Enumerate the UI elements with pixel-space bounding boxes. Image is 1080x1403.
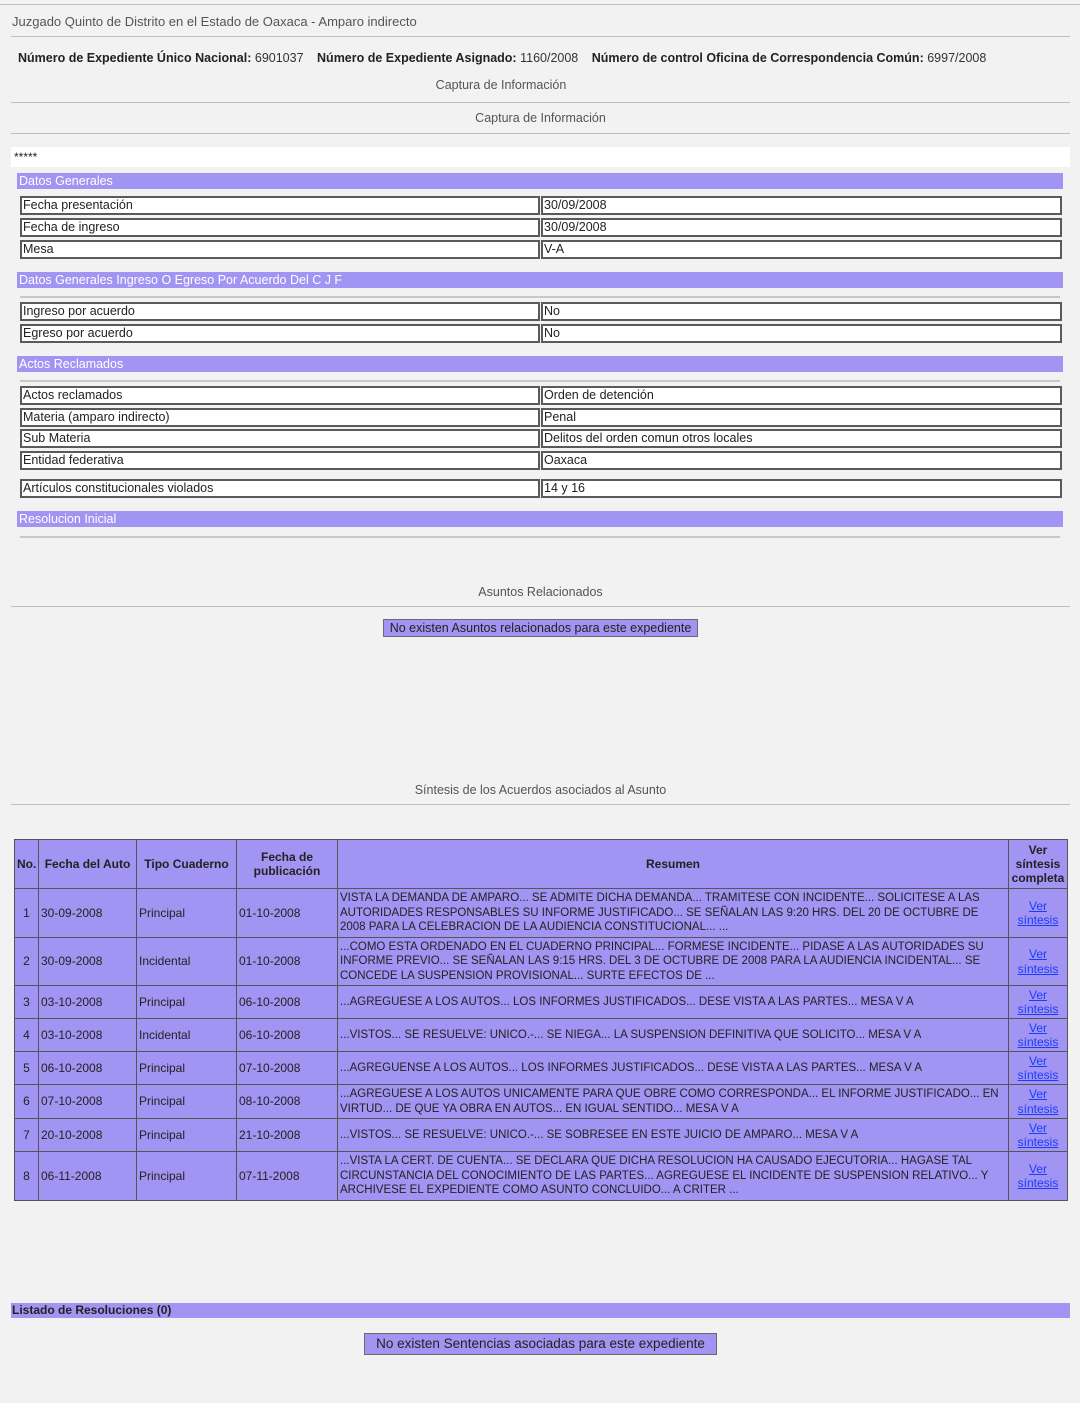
link-line1: Ver (1028, 1053, 1047, 1068)
row-no: 2 (15, 938, 39, 986)
ver-sintesis-link[interactable] (1018, 1121, 1059, 1150)
row-resumen: ...COMO ESTA ORDENADO EN EL CUADERNO PRINCIPAL... FORMESE INCIDENTE... PIDASE A LAS AUTORIDADES SU INFORME PREVIO... SE SEÑALAN LAS 9:15 HRS. DEL 3 DE OCTUBRE DE 2008 PARA LA AUDIENCIA INCIDENTAL... SE CONCEDE LA SUSPENSION PROVISIONAL... SURTE EFECTOS DE ... (338, 938, 1009, 986)
divider (11, 36, 1070, 37)
field-label: Egreso por acuerdo (20, 324, 540, 343)
row-tipo: Incidental (137, 938, 237, 986)
field-label: Fecha de ingreso (20, 218, 540, 237)
link-line2: síntesis (1017, 961, 1059, 976)
exp-asignado-value: 1160/2008 (520, 51, 579, 65)
link-line1: Ver (1028, 947, 1047, 961)
row-no: 1 (15, 889, 39, 938)
row-no: 4 (15, 1019, 39, 1052)
section-datos-generales: Datos Generales (17, 173, 1063, 189)
row-fecha-pub: 21-10-2008 (237, 1119, 338, 1152)
row-ver-cell (1009, 1019, 1068, 1052)
ver-sintesis-link[interactable] (1018, 899, 1059, 928)
ver-sintesis-link[interactable] (1018, 1021, 1059, 1050)
field-label: Ingreso por acuerdo (20, 302, 540, 321)
table-row (15, 986, 1068, 1019)
field-label: Sub Materia (20, 429, 540, 448)
row-no: 5 (15, 1052, 39, 1085)
ver-sintesis-link[interactable] (1018, 1054, 1059, 1083)
row-resumen: ...AGREGUESE A LOS AUTOS... LOS INFORMES JUSTIFICADOS... DESE VISTA A LAS PARTES... MESA V A (338, 986, 1009, 1019)
section-resolucion-inicial: Resolucion Inicial (17, 511, 1063, 527)
col-no: No. (15, 840, 39, 889)
field-value: 30/09/2008 (541, 218, 1062, 237)
masked-text: ***** (11, 147, 1070, 167)
row-tipo: Principal (137, 1085, 237, 1119)
col-resumen: Resumen (338, 840, 1009, 889)
field-label: Entidad federativa (20, 451, 540, 470)
col-ver-line1: Ver (1028, 843, 1048, 857)
field-value: 30/09/2008 (541, 196, 1062, 215)
field-value: V-A (541, 240, 1062, 259)
col-fecha-auto: Fecha del Auto (39, 840, 137, 889)
sentencias-notice: No existen Sentencias asociadas para este expediente (364, 1333, 717, 1355)
row-fecha-auto: 06-11-2008 (39, 1152, 137, 1201)
col-fecha-publicacion (237, 840, 338, 889)
row-fecha-auto: 03-10-2008 (39, 986, 137, 1019)
section-divider (20, 380, 1060, 382)
col-ver-line3: completa (1011, 871, 1065, 885)
section-divider (20, 296, 1060, 298)
link-line1: Ver (1028, 987, 1047, 1002)
row-fecha-auto: 20-10-2008 (39, 1119, 137, 1152)
link-line2: síntesis (1017, 1101, 1059, 1116)
row-fecha-pub: 01-10-2008 (237, 889, 338, 938)
link-line2: síntesis (1017, 1002, 1059, 1016)
field-label: Materia (amparo indirecto) (20, 408, 540, 427)
ver-sintesis-link[interactable] (1018, 1087, 1059, 1116)
row-fecha-pub: 01-10-2008 (237, 938, 338, 986)
row-no: 6 (15, 1085, 39, 1119)
listado-resoluciones: Listado de Resoluciones (0) (11, 1303, 1070, 1318)
section-actos-reclamados: Actos Reclamados (17, 356, 1063, 372)
row-fecha-auto: 30-09-2008 (39, 889, 137, 938)
top-border (0, 4, 1080, 5)
table-row (15, 889, 1068, 938)
field-value: Orden de detención (541, 386, 1062, 405)
row-resumen: VISTA LA DEMANDA DE AMPARO... SE ADMITE DICHA DEMANDA... TRAMITESE CON INCIDENTE... SOLICITESE A LAS AUTORIDADES RESPONSABLES SU INFORME JUSTIFICADO... SE SEÑALAN LAS 9:20 HRS. DEL 20 DE OCTUBRE DE 2008 PARA LA CELEBRACION DE LA AUDIENCIA CONSTITUCIONAL... ... (338, 889, 1009, 938)
row-resumen: ...VISTOS... SE RESUELVE: UNICO.-... SE NIEGA... LA SUSPENSION DEFINITIVA QUE SOLICITO... MESA V A (338, 1019, 1009, 1052)
row-resumen: ...AGREGUESE A LOS AUTOS UNICAMENTE PARA QUE OBRE COMO CORRESPONDA... EL INFORME JUSTIFICADO... EN VIRTUD... DE QUE YA OBRA EN AUTOS... EN IGUAL SENTIDO... MESA V A (338, 1085, 1009, 1119)
row-ver-cell (1009, 986, 1068, 1019)
caption-captura-2: Captura de Información (475, 111, 606, 125)
row-tipo: Principal (137, 1052, 237, 1085)
table-header-row (15, 840, 1068, 889)
field-value: Oaxaca (541, 451, 1062, 470)
table-row (15, 1119, 1068, 1152)
link-line1: Ver (1028, 1087, 1047, 1101)
link-line1: Ver (1028, 1161, 1047, 1176)
link-line1: Ver (1028, 1020, 1047, 1035)
row-no: 8 (15, 1152, 39, 1201)
link-line1: Ver (1028, 1120, 1047, 1135)
expediente-line (18, 51, 996, 65)
caption-captura-1: Captura de Información (435, 78, 567, 92)
exp-unico-value: 6901037 (254, 51, 304, 65)
row-fecha-auto: 06-10-2008 (39, 1052, 137, 1085)
exp-asignado-label: Número de Expediente Asignado: (317, 51, 517, 65)
control-label: Número de control Oficina de Correspondencia Común: (591, 51, 924, 65)
link-line1: Ver (1028, 898, 1047, 913)
section-divider (20, 536, 1060, 538)
col-tipo-cuaderno: Tipo Cuaderno (137, 840, 237, 889)
court-title: Juzgado Quinto de Distrito en el Estado de Oaxaca - Amparo indirecto (12, 14, 417, 29)
col-fecha-publicacion-line1: Fecha de (260, 850, 314, 864)
field-value: No (541, 302, 1062, 321)
row-tipo: Principal (137, 986, 237, 1019)
field-value: Penal (541, 408, 1062, 427)
link-line2: síntesis (1017, 1068, 1059, 1082)
divider (11, 804, 1070, 805)
field-value: Delitos del orden comun otros locales (541, 429, 1062, 448)
field-label: Mesa (20, 240, 540, 259)
control-value: 6997/2008 (927, 51, 987, 65)
row-fecha-pub: 06-10-2008 (237, 986, 338, 1019)
row-fecha-pub: 08-10-2008 (237, 1085, 338, 1119)
caption-acuerdos: Síntesis de los Acuerdos asociados al Asunto (414, 783, 667, 797)
field-value: 14 y 16 (541, 479, 1062, 498)
link-line2: síntesis (1017, 1135, 1059, 1149)
field-value: No (541, 324, 1062, 343)
row-fecha-auto: 03-10-2008 (39, 1019, 137, 1052)
field-label: Actos reclamados (20, 386, 540, 405)
row-fecha-pub: 06-10-2008 (237, 1019, 338, 1052)
divider (11, 102, 1070, 103)
field-label: Fecha presentación (20, 196, 540, 215)
row-resumen: ...VISTOS... SE RESUELVE: UNICO.-... SE SOBRESEE EN ESTE JUICIO DE AMPARO... MESA V A (338, 1119, 1009, 1152)
col-ver-sintesis (1009, 840, 1068, 889)
row-no: 3 (15, 986, 39, 1019)
table-row (15, 1152, 1068, 1201)
row-tipo: Principal (137, 889, 237, 938)
row-ver-cell (1009, 889, 1068, 938)
col-fecha-publicacion-line2: publicación (253, 864, 321, 878)
section-ingreso-egreso: Datos Generales Ingreso O Egreso Por Acuerdo Del C J F (17, 272, 1063, 288)
table-row (15, 1085, 1068, 1119)
row-resumen: ...VISTA LA CERT. DE CUENTA... SE DECLARA QUE DICHA RESOLUCION HA CAUSADO EJECUTORIA... HAGASE TAL CIRCUNSTANCIA DEL CONOCIMIENTO DE LAS PARTES... AGREGUESE EL INCIDENTE DE SUSPENSION RELATIVO... Y ARCHIVESE EL EXPEDIENTE COMO ASUNTO CONCLUIDO... A CRITER ... (338, 1152, 1009, 1201)
row-fecha-auto: 07-10-2008 (39, 1085, 137, 1119)
row-ver-cell (1009, 1119, 1068, 1152)
ver-sintesis-link[interactable] (1018, 988, 1059, 1017)
col-ver-line2: síntesis (1015, 857, 1061, 871)
row-tipo: Incidental (137, 1019, 237, 1052)
row-fecha-pub: 07-10-2008 (237, 1052, 338, 1085)
row-ver-cell (1009, 938, 1068, 986)
divider (11, 606, 1070, 607)
ver-sintesis-link[interactable] (1018, 1162, 1059, 1191)
row-tipo: Principal (137, 1152, 237, 1201)
ver-sintesis-link[interactable] (1018, 947, 1059, 976)
caption-asuntos: Asuntos Relacionados (478, 585, 603, 599)
table-row (15, 1052, 1068, 1085)
divider (11, 133, 1070, 134)
row-ver-cell (1009, 1085, 1068, 1119)
row-fecha-pub: 07-11-2008 (237, 1152, 338, 1201)
row-ver-cell (1009, 1152, 1068, 1201)
row-resumen: ...AGREGUENSE A LOS AUTOS... LOS INFORMES JUSTIFICADOS... DESE VISTA A LAS PARTES... MESA V A (338, 1052, 1009, 1085)
field-label: Artículos constitucionales violados (20, 479, 540, 498)
link-line2: síntesis (1017, 1035, 1059, 1049)
table-row (15, 938, 1068, 986)
row-ver-cell (1009, 1052, 1068, 1085)
asuntos-notice: No existen Asuntos relacionados para este expediente (383, 619, 698, 637)
row-fecha-auto: 30-09-2008 (39, 938, 137, 986)
row-no: 7 (15, 1119, 39, 1152)
acuerdos-table (14, 839, 1068, 1201)
exp-unico-label: Número de Expediente Único Nacional: (18, 51, 252, 65)
link-line2: síntesis (1017, 913, 1059, 927)
link-line2: síntesis (1017, 1176, 1059, 1190)
table-row (15, 1019, 1068, 1052)
row-tipo: Principal (137, 1119, 237, 1152)
